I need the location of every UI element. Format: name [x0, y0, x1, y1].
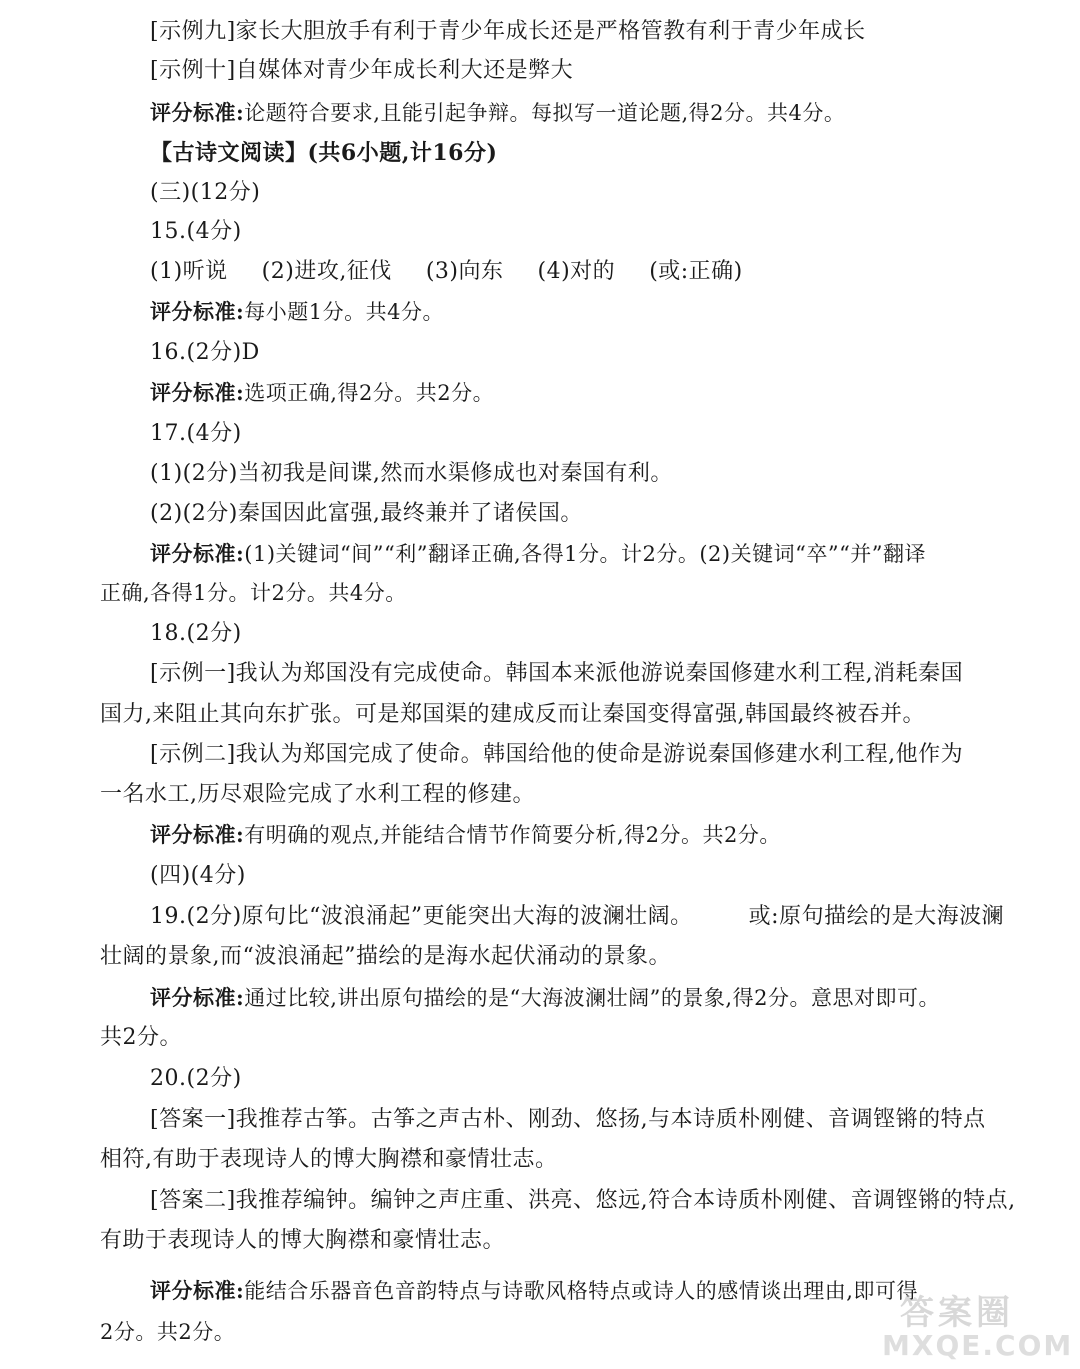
question-19-cont: 壮阔的景象,而“波浪涌起”描绘的是海水起伏涌动的景象。 [100, 944, 671, 969]
scoring-criteria-19-cont: 共2分。 [100, 1025, 182, 1050]
question-18-example-2-cont: 一名水工,历尽艰险完成了水利工程的修建。 [100, 782, 535, 807]
question-18-example-1-cont: 国力,来阻止其向东扩张。可是郑国渠的建成反而让秦国变得富强,韩国最终被吞并。 [100, 702, 925, 727]
q15-answer-4: (4)对的 [537, 259, 616, 284]
question-17-part-2: (2)(2分)秦国因此富强,最终兼并了诸侯国。 [150, 501, 583, 526]
criteria-text: 选项正确,得2分。共2分。 [244, 381, 495, 405]
section-heading-classical-reading: 【古诗文阅读】(共6小题,计16分) [150, 140, 498, 166]
watermark-en: MXQE.COM [882, 1329, 1074, 1362]
question-18-example-2: [示例二]我认为郑国完成了使命。韩国给他的使命是游说秦国修建水利工程,他作为 [150, 742, 964, 767]
question-18: 18.(2分) [150, 621, 242, 646]
criteria-text: 有明确的观点,并能结合情节作简要分析,得2分。共2分。 [244, 823, 781, 847]
question-20-answer-1: [答案一]我推荐古筝。古筝之声古朴、刚劲、悠扬,与本诗质朴刚健、音调铿锵的特点 [150, 1107, 986, 1132]
scoring-criteria-17 [150, 539, 926, 569]
criteria-text: (1)关键词“间”“利”翻译正确,各得1分。计2分。(2)关键词“卒”“并”翻译 [244, 542, 927, 566]
scoring-criteria-16 [150, 378, 494, 408]
criteria-label: 评分标准: [150, 822, 245, 847]
criteria-label: 评分标准: [150, 985, 245, 1010]
scoring-criteria-argument [150, 98, 845, 128]
scoring-criteria-17-cont: 正确,各得1分。计2分。共4分。 [100, 581, 407, 605]
q15-answer-1: (1)听说 [150, 259, 228, 284]
question-20-answer-2: [答案二]我推荐编钟。编钟之声庄重、洪亮、悠远,符合本诗质朴刚健、音调铿锵的特点, [150, 1188, 1016, 1213]
q15-answer-2: (2)进攻,征伐 [261, 259, 392, 284]
subsection-four: (四)(4分) [150, 863, 246, 888]
site-watermark [882, 1285, 1072, 1365]
q19-answer-alt: 或:原句描绘的是大海波澜 [748, 904, 1005, 929]
criteria-label: 评分标准: [150, 299, 245, 324]
question-19 [150, 902, 1004, 932]
criteria-text: 每小题1分。共4分。 [244, 300, 444, 324]
criteria-text: 能结合乐器音色音韵特点与诗歌风格特点或诗人的感情谈出理由,即可得 [244, 1279, 918, 1303]
question-18-example-1: [示例一]我认为郑国没有完成使命。韩国本来派他游说秦国修建水利工程,消耗秦国 [150, 661, 964, 686]
scoring-criteria-18 [150, 820, 781, 850]
criteria-text: 论题符合要求,且能引起争辩。每拟写一道论题,得2分。共4分。 [244, 101, 846, 125]
question-17: 17.(4分) [150, 421, 242, 446]
watermark-cn: 答案圈 [900, 1293, 1014, 1333]
criteria-label: 评分标准: [150, 541, 245, 566]
question-20-answer-2-cont: 有助于表现诗人的博大胸襟和豪情壮志。 [100, 1228, 506, 1253]
q15-answer-4-alt: (或:正确) [649, 259, 743, 284]
scoring-criteria-15 [150, 297, 444, 327]
scoring-criteria-19 [150, 983, 940, 1013]
q15-answer-3: (3)向东 [425, 259, 504, 284]
criteria-text: 通过比较,讲出原句描绘的是“大海波澜壮阔”的景象,得2分。意思对即可。 [244, 986, 940, 1010]
question-16: 16.(2分)D [150, 340, 260, 365]
subsection-three: (三)(12分) [150, 180, 261, 205]
example-9: [示例九]家长大胆放手有利于青少年成长还是严格管教有利于青少年成长 [150, 19, 866, 44]
question-20: 20.(2分) [150, 1066, 242, 1091]
q19-answer: 19.(2分)原句比“波浪涌起”更能突出大海的波澜壮阔。 [150, 904, 693, 929]
question-20-answer-1-cont: 相符,有助于表现诗人的博大胸襟和豪情壮志。 [100, 1147, 558, 1172]
scoring-criteria-20 [150, 1276, 918, 1306]
criteria-label: 评分标准: [150, 100, 245, 125]
question-15-answers [150, 257, 743, 287]
example-10: [示例十]自媒体对青少年成长利大还是弊大 [150, 58, 574, 83]
question-17-part-1: (1)(2分)当初我是间谍,然而水渠修成也对秦国有利。 [150, 461, 673, 486]
scoring-criteria-20-cont: 2分。共2分。 [100, 1320, 236, 1344]
criteria-label: 评分标准: [150, 380, 245, 405]
question-15: 15.(4分) [150, 219, 242, 244]
criteria-label: 评分标准: [150, 1278, 245, 1303]
